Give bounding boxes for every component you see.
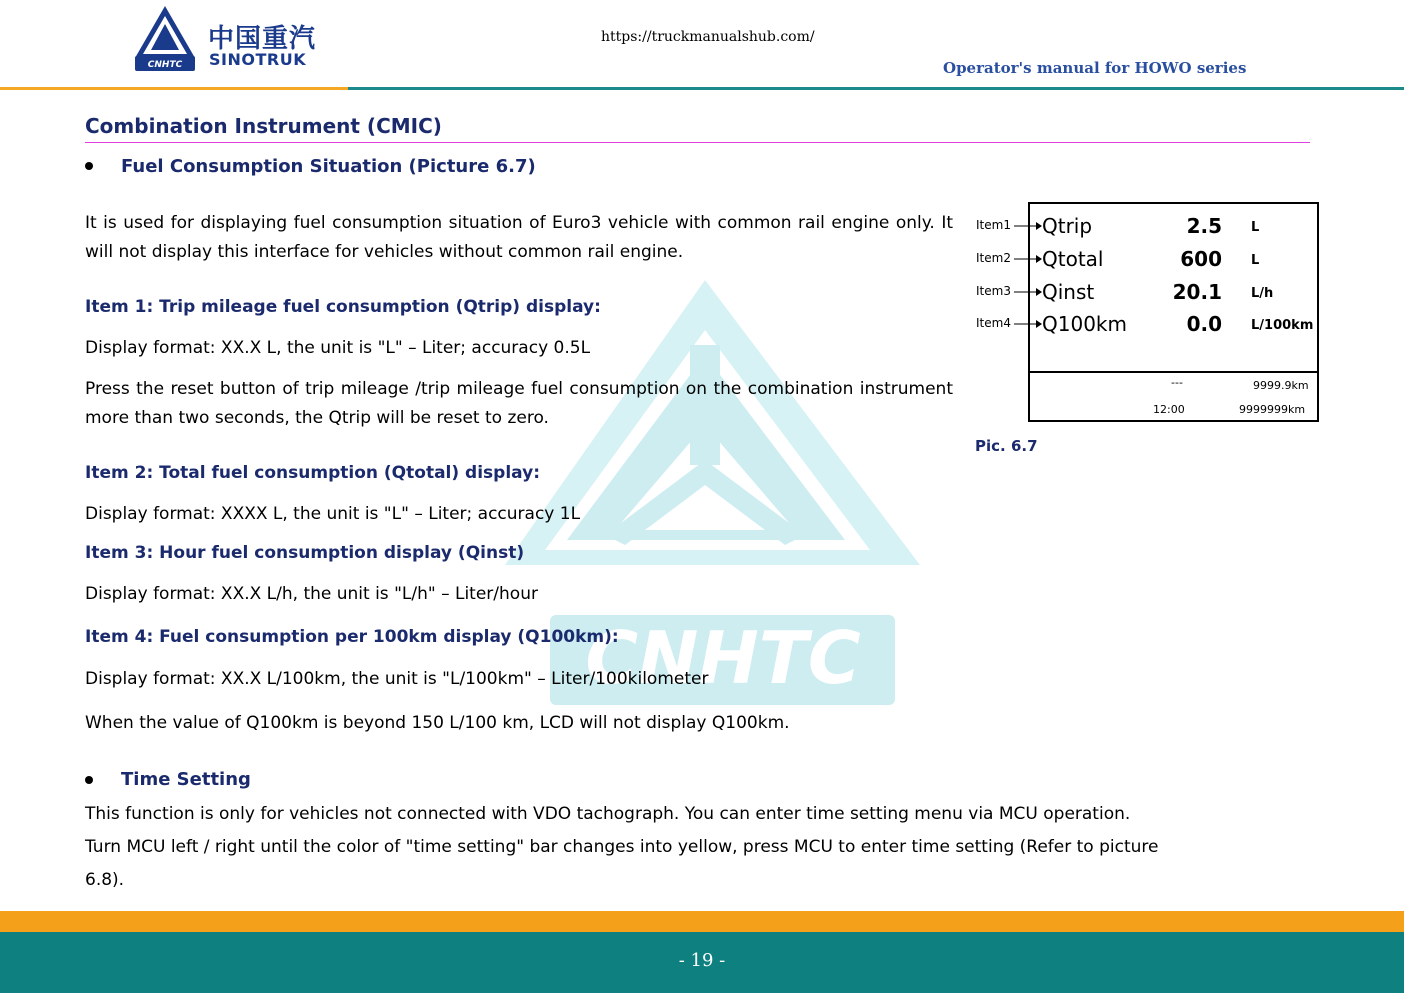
logo-badge-text: CNHTC: [147, 60, 183, 70]
item4-format: Display format: XX.X L/100km, the unit is "L/100km" – Liter/100kilometer: [85, 669, 709, 689]
header-rule-teal: [348, 87, 1404, 90]
lcd-divider: [1030, 371, 1317, 373]
item1-reset: Press the reset button of trip mileage /trip mileage fuel consumption on the combination instrument more than two seconds, the Qtrip will be reset to zero.: [85, 379, 953, 428]
logo-english-text: SINOTRUK: [209, 50, 307, 69]
manual-title: Operator's manual for HOWO series: [943, 59, 1247, 77]
lcd-row-name: Qtrip: [1042, 214, 1093, 238]
lcd-trip-km: 9999.9km: [1253, 379, 1309, 392]
lcd-row-unit: L: [1251, 220, 1260, 235]
item-label: Item2: [976, 251, 1011, 265]
item3-format: Display format: XX.X L/h, the unit is "L/h" – Liter/hour: [85, 584, 538, 604]
lcd-row-value: 2.5: [1186, 214, 1222, 238]
lcd-row-name: Qinst: [1042, 280, 1095, 304]
lcd-row-name: Qtotal: [1042, 247, 1104, 271]
watermark-badge-text: CNHTC: [585, 616, 861, 700]
lcd-row-value: 20.1: [1172, 280, 1222, 304]
lcd-row-value: 600: [1180, 247, 1222, 271]
item-label: Item3: [976, 284, 1011, 298]
section-title: Combination Instrument (CMIC): [85, 114, 442, 138]
fuel-intro: It is used for displaying fuel consumption situation of Euro3 vehicle with common rail engine only. It will not display this interface for vehicles without common rail engine.: [85, 213, 953, 262]
fuel-heading: Fuel Consumption Situation (Picture 6.7): [121, 156, 536, 177]
page-number: - 19 -: [678, 950, 726, 971]
lcd-row-name: Q100km: [1042, 312, 1127, 336]
item-label: Item4: [976, 316, 1011, 330]
footer-band-orange: [0, 911, 1404, 932]
item-arrows-icon: [1012, 218, 1042, 333]
time-line-2: Turn MCU left / right until the color of "time setting" bar changes into yellow, press MCU to enter time setting (Refer to picture: [85, 837, 1159, 857]
item2-format: Display format: XXXX L, the unit is "L" – Liter; accuracy 1L: [85, 504, 581, 524]
item1-heading: Item 1: Trip mileage fuel consumption (Qtrip) display:: [85, 297, 601, 317]
time-line-3: 6.8).: [85, 870, 125, 890]
lcd-clock: 12:00: [1153, 403, 1185, 416]
item4-heading: Item 4: Fuel consumption per 100km display (Q100km):: [85, 627, 619, 647]
item-label: Item1: [976, 218, 1011, 232]
lcd-dashes: ---: [1171, 376, 1183, 389]
section-rule: [85, 142, 1310, 143]
bullet-time: [85, 776, 93, 784]
time-heading: Time Setting: [121, 769, 251, 790]
lcd-row-unit: L/100km: [1251, 318, 1314, 333]
header-rule-orange: [0, 87, 348, 90]
time-line-1: This function is only for vehicles not connected with VDO tachograph. You can enter time setting menu via MCU operation.: [85, 804, 1131, 824]
q100km-note: When the value of Q100km is beyond 150 L/100 km, LCD will not display Q100km.: [85, 713, 790, 733]
item1-format: Display format: XX.X L, the unit is "L" – Liter; accuracy 0.5L: [85, 338, 591, 358]
item3-heading: Item 3: Hour fuel consumption display (Qinst): [85, 543, 525, 563]
item2-heading: Item 2: Total fuel consumption (Qtotal) display:: [85, 463, 540, 483]
bullet-fuel: [85, 162, 93, 170]
sinotruk-logo-icon: [133, 4, 197, 76]
lcd-row-unit: L/h: [1251, 286, 1274, 301]
lcd-total-km: 9999999km: [1239, 403, 1306, 416]
lcd-row-unit: L: [1251, 253, 1260, 268]
figure-caption: Pic. 6.7: [975, 437, 1038, 455]
lcd-row-value: 0.0: [1186, 312, 1222, 336]
source-url[interactable]: https://truckmanualshub.com/: [601, 29, 815, 45]
lcd-display-figure: [1028, 202, 1319, 422]
logo-chinese-text: 中国重汽: [208, 24, 317, 54]
